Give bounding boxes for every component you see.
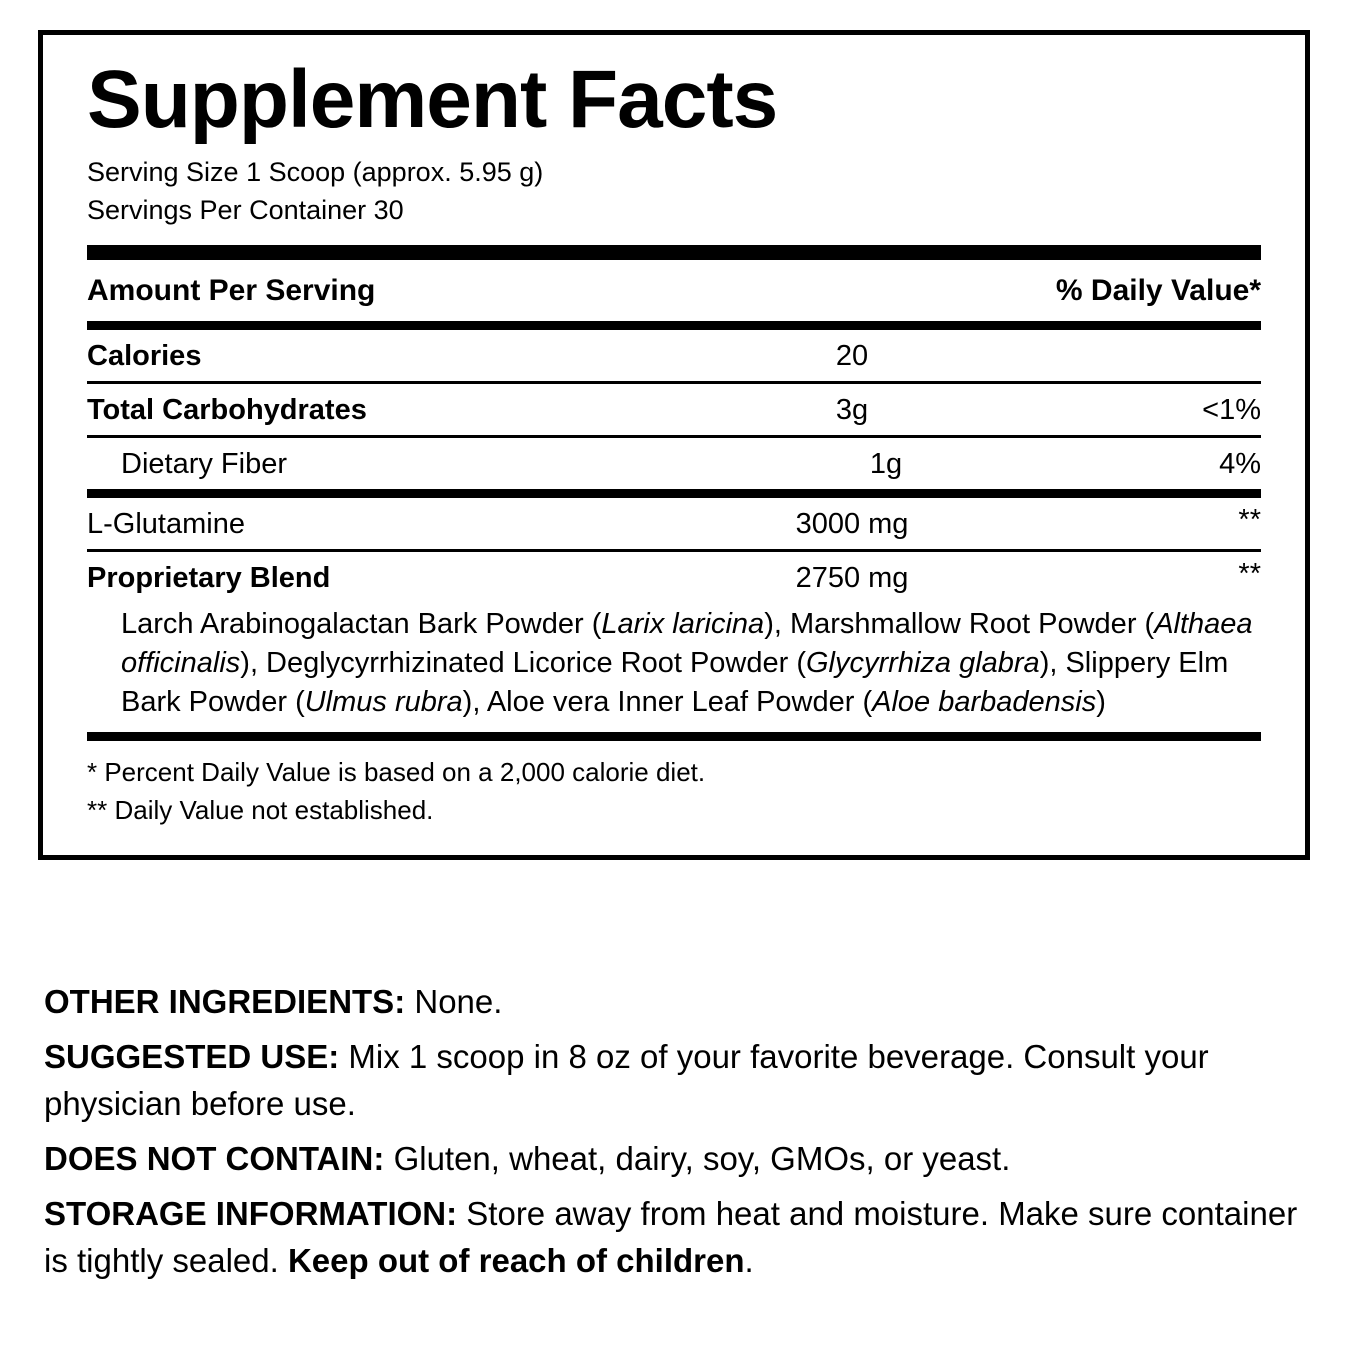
- row-dv-l-glutamine: **: [1238, 504, 1261, 536]
- divider-mid-1: [87, 321, 1261, 330]
- other-ingredients-paragraph: [44, 978, 1314, 1025]
- footnote-daily-value: * Percent Daily Value is based on a 2,000 calorie diet.: [87, 757, 706, 787]
- table-row: [87, 330, 1261, 381]
- storage-information-label: STORAGE INFORMATION:: [44, 1195, 458, 1232]
- serving-size-line: Serving Size 1 Scoop (approx. 5.95 g): [87, 157, 544, 187]
- supplement-facts-panel: [38, 30, 1310, 860]
- row-dv-proprietary-blend: **: [1238, 558, 1261, 590]
- suggested-use-label: SUGGESTED USE:: [44, 1038, 340, 1075]
- row-amount-calories: 20: [835, 340, 869, 372]
- servings-per-container-line: Servings Per Container 30: [87, 195, 404, 225]
- header-daily-value: % Daily Value*: [1055, 274, 1261, 307]
- table-row: [87, 552, 1261, 603]
- row-name-proprietary-blend: Proprietary Blend: [87, 562, 331, 594]
- does-not-contain-label: DOES NOT CONTAIN:: [44, 1140, 385, 1177]
- row-name-dietary-fiber: Dietary Fiber: [121, 448, 287, 480]
- storage-information-period: .: [744, 1242, 754, 1279]
- other-ingredients-value: None.: [414, 983, 503, 1020]
- header-amount-per-serving: Amount Per Serving: [87, 274, 376, 307]
- does-not-contain-value: Gluten, wheat, dairy, soy, GMOs, or yeast.: [393, 1140, 1011, 1177]
- does-not-contain-paragraph: [44, 1135, 1314, 1182]
- table-row: [87, 498, 1261, 549]
- panel-title: Supplement Facts: [87, 54, 778, 145]
- divider-mid-2: [87, 489, 1261, 498]
- footnote-not-established: ** Daily Value not established.: [87, 795, 434, 825]
- row-name-l-glutamine: L-Glutamine: [87, 508, 245, 540]
- row-amount-total-carbohydrates: 3g: [835, 394, 869, 426]
- divider-mid-3: [87, 732, 1261, 741]
- storage-information-value: Store away from heat and moisture. Make sure container is tightly sealed.: [44, 1195, 1298, 1279]
- row-amount-proprietary-blend: 2750 mg: [795, 562, 909, 594]
- row-dv-total-carbohydrates: <1%: [1202, 394, 1261, 426]
- row-name-calories: Calories: [87, 340, 202, 372]
- row-amount-l-glutamine: 3000 mg: [795, 508, 909, 540]
- proprietary-blend-ingredients: Larch Arabinogalactan Bark Powder (Larix laricina), Marshmallow Root Powder (Althaea officinalis), Deglycyrrhizinated Licorice Root Powder (Glycyrrhiza glabra), Slippery Elm Bark Powder (Ulmus rubra), Aloe vera Inner Leaf Powder (Aloe barbadensis): [121, 608, 1253, 718]
- row-amount-dietary-fiber: 1g: [869, 448, 903, 480]
- divider-thick-top: [87, 245, 1261, 260]
- suggested-use-value: Mix 1 scoop in 8 oz of your favorite beverage. Consult your physician before use.: [44, 1038, 1209, 1122]
- storage-information-emphasis: Keep out of reach of children: [287, 1242, 745, 1279]
- footnotes: [87, 741, 1261, 829]
- label-details: [44, 978, 1314, 1292]
- other-ingredients-label: OTHER INGREDIENTS:: [44, 983, 406, 1020]
- table-row: [87, 384, 1261, 435]
- row-name-total-carbohydrates: Total Carbohydrates: [87, 394, 367, 426]
- suggested-use-paragraph: [44, 1033, 1314, 1127]
- table-row: [87, 438, 1261, 489]
- table-header-row: [87, 260, 1261, 321]
- storage-information-paragraph: [44, 1190, 1314, 1284]
- row-dv-dietary-fiber: 4%: [1219, 448, 1261, 480]
